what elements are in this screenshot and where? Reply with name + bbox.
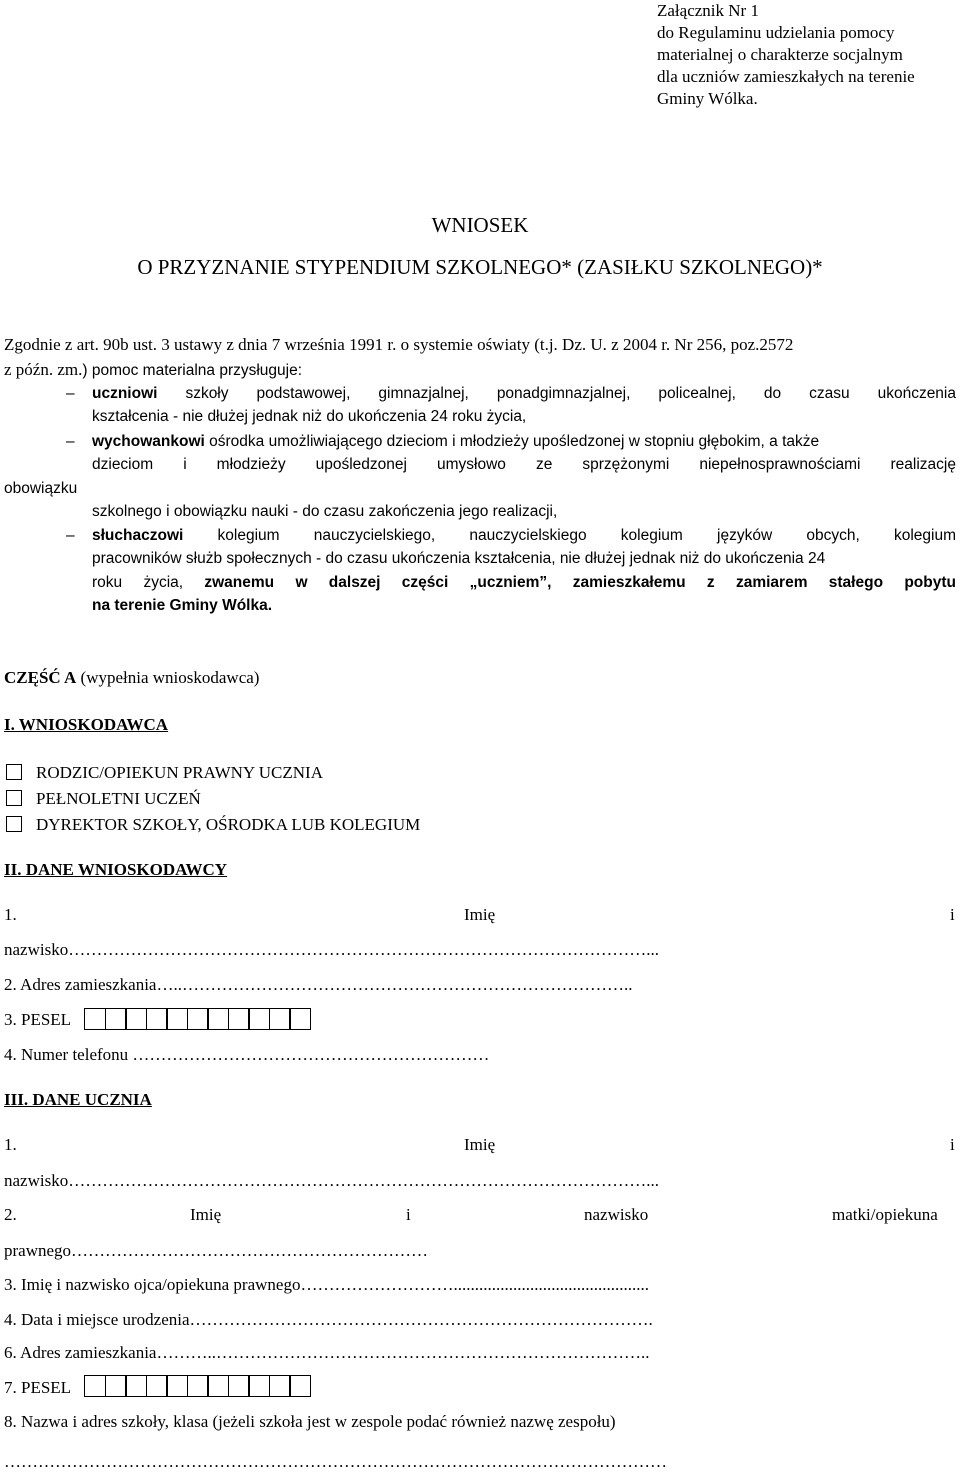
field-label: Imię: [464, 1135, 496, 1154]
attachment-line: Gminy Wólka.: [657, 89, 758, 108]
attachment-line: dla uczniów zamieszkałych na terenie: [657, 67, 915, 86]
section-applicant-heading: I. WNIOSKODAWCA: [4, 715, 169, 734]
bullet-student-line2: kształcenia - nie dłużej jednak niż do ukończenia 24 roku życia,: [92, 408, 527, 425]
bullet-listener-text: kolegium nauczycielskiego, nauczycielskiego kolegium języków obcych, kolegium: [217, 527, 956, 544]
bullet-ward-line2: dzieciom i młodzieży upośledzonej umysłowo ze sprzężonymi niepełnosprawnościami realizację: [92, 456, 956, 473]
option-label: DYREKTOR SZKOŁY, OŚRODKA LUB KOLEGIUM: [36, 815, 421, 834]
attachment-note: [657, 0, 915, 110]
checkbox-icon[interactable]: [6, 790, 22, 806]
attachment-line: do Regulaminu udzielania pomocy: [657, 23, 895, 42]
section-student-data-heading: III. DANE UCZNIA: [4, 1090, 152, 1109]
legal-basis-line: Zgodnie z art. 90b ust. 3 ustawy z dnia 7 września 1991 r. o systemie oświaty (t.j. Dz. U. z 2004 r. Nr 256, poz.2572: [4, 335, 794, 354]
part-a-label: CZĘŚĆ A: [4, 668, 77, 687]
bullet-listener-line4: [92, 597, 272, 615]
birth-date-place-field[interactable]: 4. Data i miejsce urodzenia……………………………………………………………………….: [4, 1310, 653, 1329]
field-label: nazwisko: [584, 1205, 649, 1224]
bullet-ward-bold: wychowankowi: [92, 433, 205, 450]
father-name-field[interactable]: 3. Imię i nazwisko ojca/opiekuna prawnego………………………..............................................: [4, 1275, 649, 1294]
option-label: PEŁNOLETNI UCZEŃ: [36, 789, 201, 808]
field-label: Imię: [464, 905, 496, 924]
bullet-student-text: szkoły podstawowej, gimnazjalnej, ponadgimnazjalnej, policealnej, do czasu ukończenia: [185, 385, 956, 402]
checkbox-icon[interactable]: [6, 764, 22, 780]
field-label: Imię: [190, 1205, 222, 1224]
bullet-listener-line3: [92, 574, 956, 592]
field-number: 2.: [4, 1205, 17, 1224]
field-label: i: [950, 905, 955, 924]
student-pesel-input[interactable]: [84, 1375, 310, 1397]
document-subtitle: O PRZYZNANIE STYPENDIUM SZKOLNEGO* (ZASIŁKU SZKOLNEGO)*: [137, 255, 823, 279]
legal-basis-suffix: z późn. zm.: [4, 360, 83, 379]
bullet-listener-line2: pracowników służb społecznych - do czasu ukończenia kształcenia, nie dłużej jednak niż do ukończenia 24: [92, 550, 826, 567]
pesel-input[interactable]: [84, 1008, 310, 1030]
student-name-field[interactable]: nazwisko…………………………………………………………………………………………...: [4, 1171, 659, 1190]
mother-name-field[interactable]: prawnego………………………………………………………: [4, 1241, 429, 1260]
address-field[interactable]: 2. Adres zamieszkania…..……………………………………………………………………..: [4, 975, 633, 994]
field-number: 1.: [4, 905, 17, 924]
bullet-student-bold: uczniowi: [92, 385, 158, 402]
option-parent[interactable]: [6, 763, 323, 783]
option-director[interactable]: [6, 815, 420, 835]
field-label: matki/opiekuna: [832, 1205, 938, 1224]
field-label: i: [406, 1205, 411, 1224]
option-label: RODZIC/OPIEKUN PRAWNY UCZNIA: [36, 763, 323, 782]
attachment-line: materialnej o charakterze socjalnym: [657, 45, 903, 64]
option-adult-student[interactable]: [6, 789, 201, 809]
legal-basis-line-2: [4, 360, 302, 380]
legal-basis-eligibility: ) pomoc materialna przysługuje:: [82, 362, 303, 379]
section-applicant-data-heading: II. DANE WNIOSKODAWCY: [4, 860, 228, 879]
phone-field[interactable]: 4. Numer telefonu ………………………………………………………: [4, 1045, 490, 1064]
field-number: 1.: [4, 1135, 17, 1154]
bullet-listener-line3-b: zwanemu w dalszej części „uczniem”, zamieszkałemu z zamiarem stałego pobytu: [204, 574, 956, 591]
document-title: WNIOSEK: [431, 213, 529, 237]
part-a-heading: [4, 668, 259, 688]
bullet-listener-line4-text: na terenie Gminy Wólka.: [92, 597, 273, 614]
checkbox-icon[interactable]: [6, 816, 22, 832]
bullet-listener-line3-a: roku życia,: [92, 574, 205, 591]
bullet-listener-bold: słuchaczowi: [92, 527, 184, 544]
bullet-ward-line4: szkolnego i obowiązku nauki - do czasu zakończenia jego realizacji,: [92, 503, 558, 520]
part-a-note: (wypełnia wnioskodawca): [76, 668, 260, 687]
school-field[interactable]: ………………………………………………………………………………………………………: [4, 1452, 667, 1471]
bullet-ward-text: ośrodka umożliwiającego dzieciom i młodzieży upośledzonej w stopniu głębokim, a także: [204, 433, 820, 450]
name-field[interactable]: nazwisko…………………………………………………………………………………………...: [4, 940, 659, 959]
school-field-label: 8. Nazwa i adres szkoły, klasa (jeżeli szkoła jest w zespole podać również nazwę zespołu): [4, 1412, 616, 1431]
student-pesel-label: 7. PESEL: [4, 1378, 72, 1397]
pesel-label: 3. PESEL: [4, 1010, 72, 1029]
attachment-line: Załącznik Nr 1: [657, 1, 759, 20]
field-label: i: [950, 1135, 955, 1154]
student-address-field[interactable]: 6. Adres zamieszkania………..…………………………………………………………………..: [4, 1343, 650, 1362]
bullet-ward-line3: obowiązku: [4, 480, 78, 497]
